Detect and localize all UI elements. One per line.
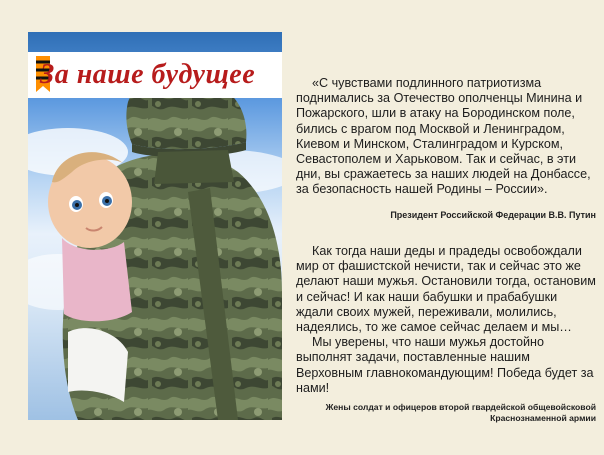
quote-signature: Президент Российской Федерации В.В. Путин (390, 210, 596, 220)
poster-title-banner (28, 52, 282, 98)
letter-signature-line-1: Жены солдат и офицеров второй гвардейской общевойсковой (325, 402, 596, 412)
letter-paragraph-2: Мы уверены, что наши мужья достойно выполнят задачи, поставленные нашим Верховным главнокомандующим! Победа будет за нами! (296, 335, 594, 395)
wives-letter (296, 244, 596, 396)
poster-title: За наше будущее (40, 59, 256, 90)
poster-image (28, 32, 282, 420)
presidential-quote (296, 76, 596, 198)
quote-text: «С чувствами подлинного патриотизма поднимались за Отечество ополченцы Минина и Пожарского, шли в атаку на Бородинском поле, бились с врагом под Москвой и Ленинградом, Киевом и Минском, Сталинградом и Курском, Севастополем и Харьковом. Так и сейчас, в эти дни, вы сражаетесь за наших людей на Донбассе, за безопасность нашей Родины – России». (296, 76, 591, 197)
letter-paragraph-1: Как тогда наши деды и прадеды освобождали мир от фашистской нечисти, так и сейчас это же делают наши мужья. Остановили тогда, остановим и сейчас! И как наши бабушки и прабабушки ждали своих мужей, переживали, молились, надеялись, то же самое сейчас делаем и мы… (296, 244, 596, 335)
letter-signature-line-2: Краснознаменной армии (490, 413, 596, 423)
letter-signature (300, 402, 596, 424)
